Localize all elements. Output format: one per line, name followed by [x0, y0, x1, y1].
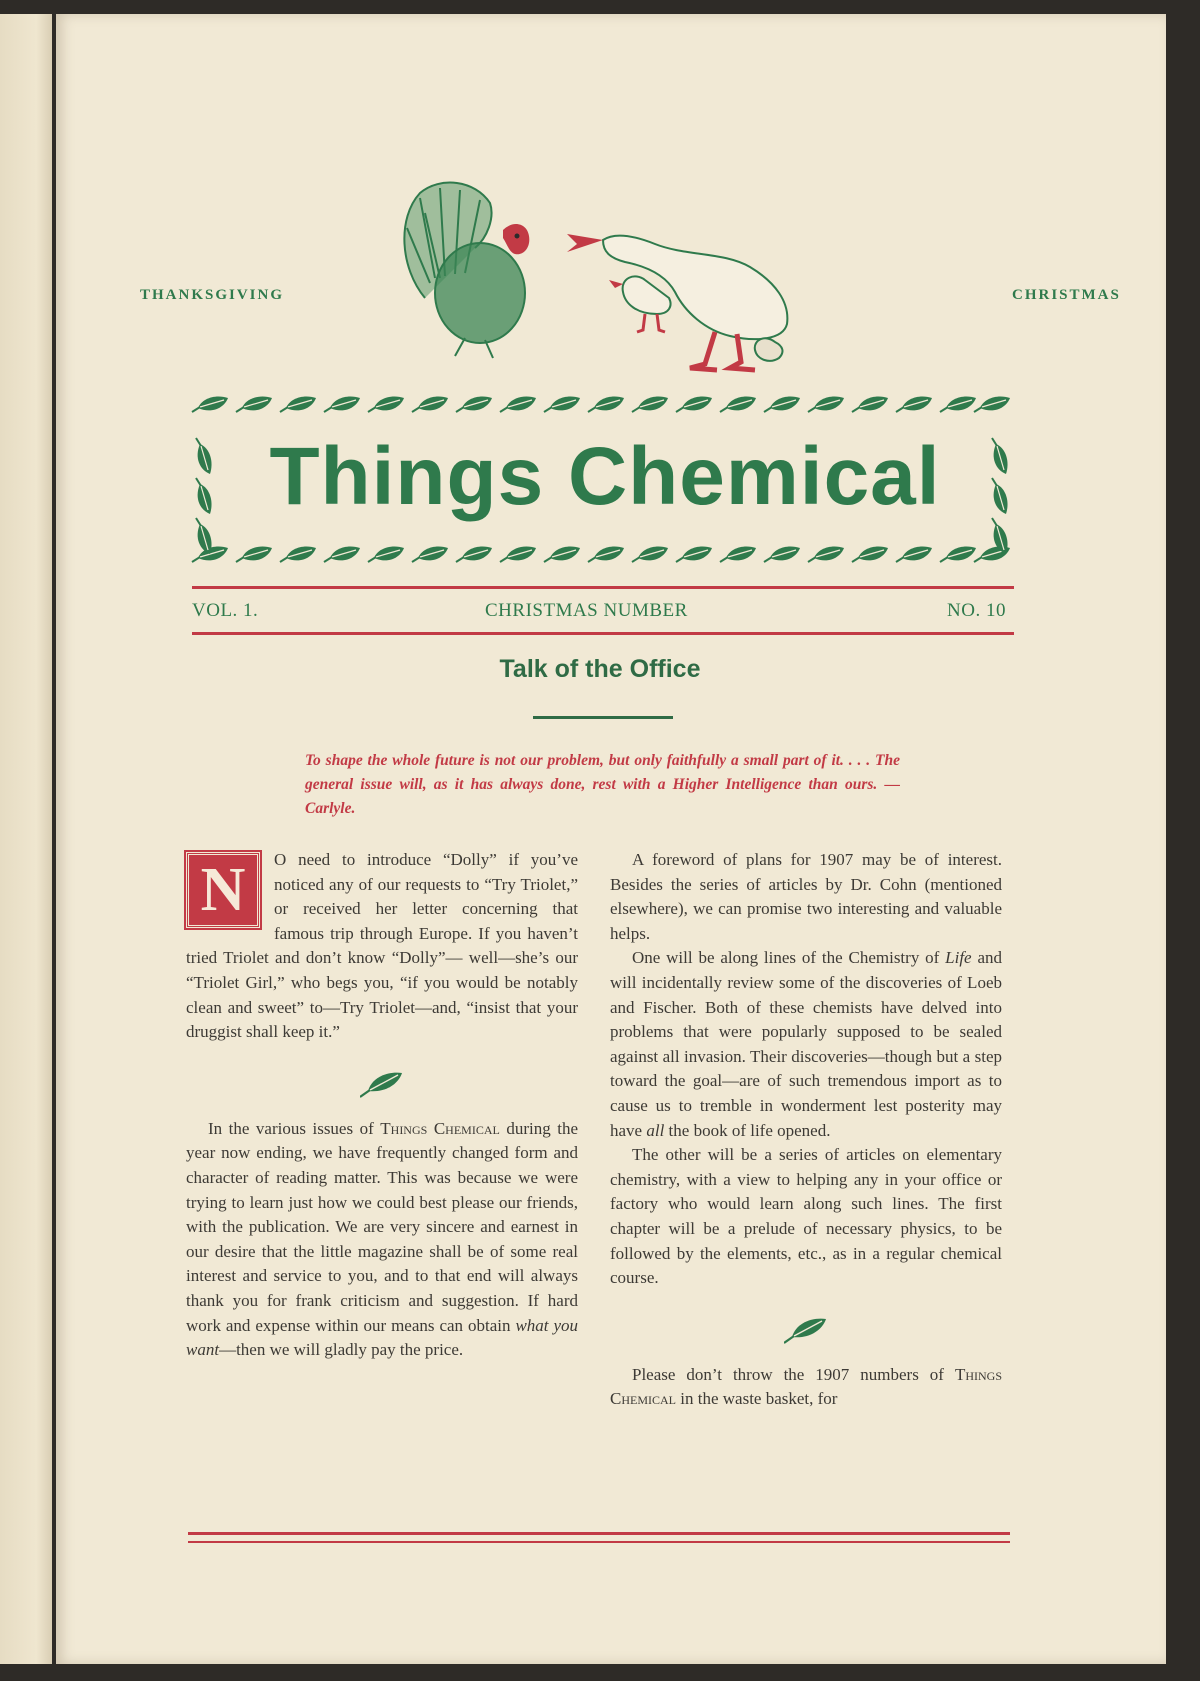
paragraph-text: Please don’t throw the 1907 numbers of: [632, 1364, 955, 1384]
article-column-right: [610, 848, 1002, 1412]
paragraph-text: In the various issues of: [208, 1118, 381, 1138]
issue-volume: VOL. 1.: [192, 600, 259, 621]
paragraph-text: the book of life opened.: [664, 1120, 831, 1140]
dropcap-initial: N: [186, 852, 260, 928]
emphasis: what you want: [186, 1315, 579, 1360]
christmas-label: CHRISTMAS: [1012, 287, 1121, 303]
turkey-icon: [395, 178, 545, 360]
paragraph: A foreword of plans for 1907 may be of interest. Besides the series of articles by Dr. Cohn (mentioned elsewhere), we can promise two interesting and valuable helps.: [610, 850, 1002, 943]
footer-rule: [188, 1532, 1010, 1535]
paragraph-text: during the year now ending, we have frequently changed form and character of reading matter. This was because we were trying to learn just how we could best please our friends, with the publication. We are very sincere and earnest in our desire that the little magazine shall be of some real interest and service to you, and to that end will always thank you for frank criticism and suggestion. If hard work and expense within our means can obtain: [186, 1118, 578, 1335]
magazine-name: Things Chemical: [610, 1364, 1002, 1409]
paragraph-text: and will incidentally review some of the discoveries of Loeb and Fischer. Both of these chemists have delved into problems that were popularly supposed to be sealed against all invasion. Their discoveries—though but a step toward the goal—are of such tremendous import as to cause us to tremble in wonderment lest posterity may have: [610, 948, 1002, 1140]
paragraph: [186, 1117, 578, 1363]
section-divider: [533, 716, 673, 719]
paragraph: [610, 946, 1002, 1143]
emphasis: all: [646, 1120, 665, 1140]
emphasis: Life: [945, 948, 972, 968]
article-column-left: [186, 848, 578, 1363]
magazine-name: Things Chemical: [380, 1118, 500, 1138]
paragraph: The other will be a series of articles on elementary chemistry, with a view to helping any in your office or factory who would learn along such lines. The first chapter will be a prelude of necessary physics, to be followed by the elements, etc., as in a regular chemical course.: [610, 1145, 1002, 1288]
leaf-ornament-icon: [610, 1301, 1002, 1355]
paragraph: [610, 1363, 1002, 1412]
paragraph: [186, 848, 578, 1045]
issue-number: NO. 10: [947, 600, 1006, 621]
issue-rule-bottom: [192, 632, 1014, 635]
paragraph-text: O need to introduce “Dolly” if you’ve noticed any of our requests to “Try Triolet,” or received her letter concerning that famous trip through Europe. If you haven’t tried Triolet and don’t know “Dolly”— well—she’s our “Triolet Girl,” who begs you, “if you would be notably clean and sweet” to—Try Triolet—and, “insist that your druggist shall keep it.”: [186, 850, 578, 1042]
paragraph-text: in the waste basket, for: [676, 1389, 838, 1409]
leaf-ornament-icon: [186, 1055, 578, 1109]
facing-page-edge: [0, 14, 52, 1664]
paragraph-text: One will be along lines of the Chemistry of: [632, 948, 946, 968]
footer-rule: [188, 1541, 1010, 1543]
goose-family-icon: [565, 222, 815, 382]
issue-name: CHRISTMAS NUMBER: [485, 600, 688, 621]
epigraph-quote: To shape the whole future is not our problem, but only faithfully a small part of it. . . . The general issue will, as it has always done, rest with a Higher Intelligence than ours. —Carlyle.: [305, 752, 900, 817]
paragraph-text: —then we will gladly pay the price.: [219, 1340, 464, 1360]
section-title: Talk of the Office: [499, 655, 701, 683]
thanksgiving-label: THANKSGIVING: [140, 287, 285, 303]
issue-rule-top: [192, 586, 1014, 589]
masthead-title: Things Chemical: [269, 431, 941, 522]
